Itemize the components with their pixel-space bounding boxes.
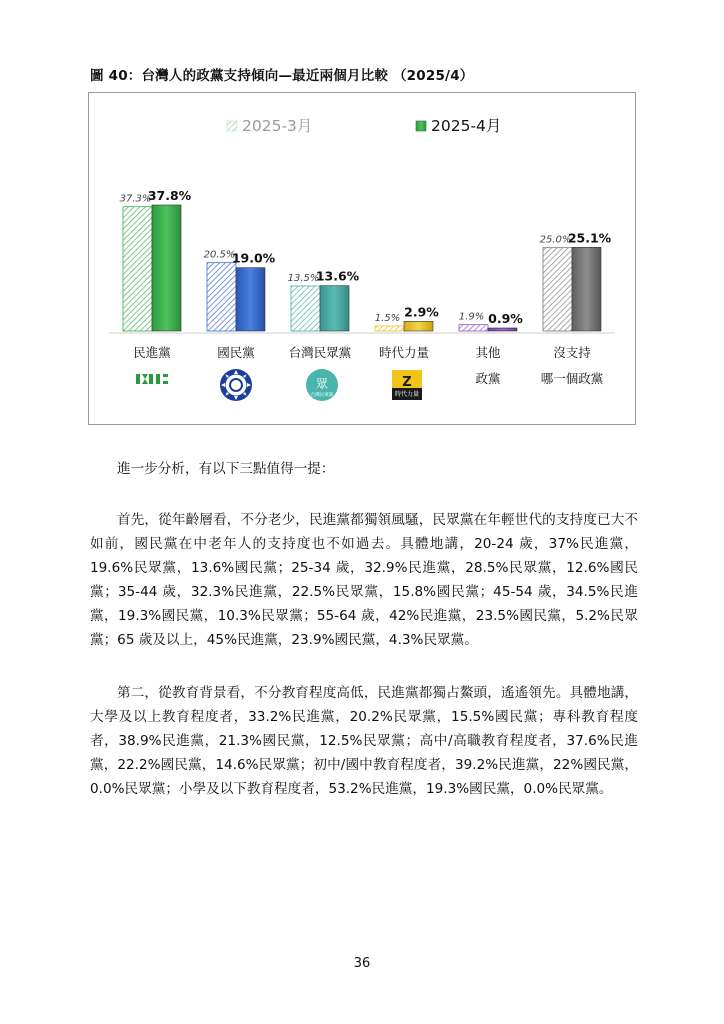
legend-label-series-1: 2025-3月 <box>242 117 313 135</box>
category-label-4: 時代力量 <box>378 345 430 360</box>
bar-series-2-cat-3 <box>320 286 349 331</box>
bar-series-1-cat-1 <box>123 207 152 331</box>
category-label-6: 沒支持 <box>553 345 591 360</box>
bar-series-1-cat-3 <box>291 286 320 331</box>
bar-series-2-cat-6 <box>572 247 601 331</box>
bar-series-2-cat-5 <box>488 328 517 331</box>
value-label-series-2-cat-1: 37.8% <box>147 188 192 203</box>
legend-swatch-series-2 <box>416 121 426 131</box>
bar-series-1-cat-6 <box>543 248 572 331</box>
value-label-series-2-cat-2: 19.0% <box>231 250 276 266</box>
chart-value-labels <box>120 188 612 326</box>
paragraph-education: 第二，從教育背景看，不分教育程度高低，民進黨都獨占鰲頭，遙遙領先。具體地講，大學及以上教育程度者，33.2%民進黨，20.2%民眾黨，15.5%國民黨；專科教育程度者，38.9%民進黨，21.3%國民黨，12.5%民眾黨；高中/高職教育程度者，37.6%民進黨，22.2%國民黨，14.6%民眾黨；初中/國中教育程度者，39.2%民進黨，22%國民黨，0.0%民眾黨；小學及以下教育程度者，53.2%民進黨，19.3%國民黨，0.0%民眾黨。 <box>90 685 638 797</box>
chart-legend <box>227 117 501 135</box>
npp-logo <box>392 370 422 400</box>
category-labels <box>133 345 604 386</box>
legend-swatch-series-1 <box>227 121 237 131</box>
value-label-series-1-cat-3: 13.5% <box>287 273 320 284</box>
value-label-series-1-cat-2: 20.5% <box>203 249 236 261</box>
value-label-series-1-cat-1: 37.3% <box>119 193 152 205</box>
bar-series-1-cat-2 <box>207 263 236 331</box>
tpp-logo <box>306 369 338 401</box>
svg-text:眾: 眾 <box>315 377 329 391</box>
tpp-logo-text: 台灣民眾黨 <box>310 393 334 398</box>
page-number: 36 <box>353 956 371 971</box>
category-label-6-line2: 哪一個政黨 <box>540 371 604 386</box>
value-label-series-2-cat-5: 0.9% <box>488 311 523 326</box>
value-label-series-1-cat-6: 25.0% <box>539 234 572 246</box>
bar-series-2-cat-2 <box>236 268 265 331</box>
value-label-series-1-cat-5: 1.9% <box>458 311 485 323</box>
kmt-logo <box>220 369 252 401</box>
bar-chart <box>88 92 636 425</box>
bar-series-2-cat-4 <box>404 321 433 331</box>
category-label-5-line2: 政黨 <box>475 371 501 386</box>
bar-chart-svg <box>89 93 635 424</box>
value-label-series-2-cat-3: 13.6% <box>315 268 360 284</box>
npp-logo-text: 時代力量 <box>394 391 420 398</box>
intro-paragraph: 進一步分析，有以下三點值得一提： <box>117 461 335 477</box>
figure-title: 圖 40：台灣人的政黨支持傾向—最近兩個月比較 （2025/4） <box>90 68 474 84</box>
value-label-series-1-cat-4: 1.5% <box>374 313 401 324</box>
category-label-2: 國民黨 <box>217 345 255 360</box>
legend-label-series-2: 2025-4月 <box>431 117 502 135</box>
category-label-3: 台灣民眾黨 <box>288 345 352 360</box>
bar-series-1-cat-4 <box>375 326 404 331</box>
svg-text:Z: Z <box>402 375 412 390</box>
bar-series-2-cat-1 <box>152 205 181 331</box>
value-label-series-2-cat-4: 2.9% <box>404 304 439 320</box>
value-label-series-2-cat-6: 25.1% <box>567 230 612 246</box>
chart-bars <box>123 205 601 331</box>
bar-series-1-cat-5 <box>459 325 488 331</box>
paragraph-age: 首先，從年齡層看，不分老少，民進黨都獨領風騷，民眾黨在年輕世代的支持度已大不如前，國民黨在中老年人的支持度也不如過去。具體地講，20-24 歲，37%民進黨，19.6%民眾黨，13.6%國民黨；25-34 歲，32.9%民進黨，28.5%民眾黨，12.6%國民黨；35-44 歲，32.3%民進黨，22.5%民眾黨，15.8%國民黨；45-54 歲，34.5%民進黨，19.3%國民黨，10.3%民眾黨；55-64 歲，42%民進黨，23.5%國民黨，5.2%民眾黨；65 歲及以上，45%民進黨，23.9%國民黨，4.3%民眾黨。 <box>90 512 638 648</box>
dpp-logo <box>136 374 168 384</box>
category-label-1: 民進黨 <box>133 345 171 360</box>
category-label-5: 其他 <box>475 345 501 360</box>
